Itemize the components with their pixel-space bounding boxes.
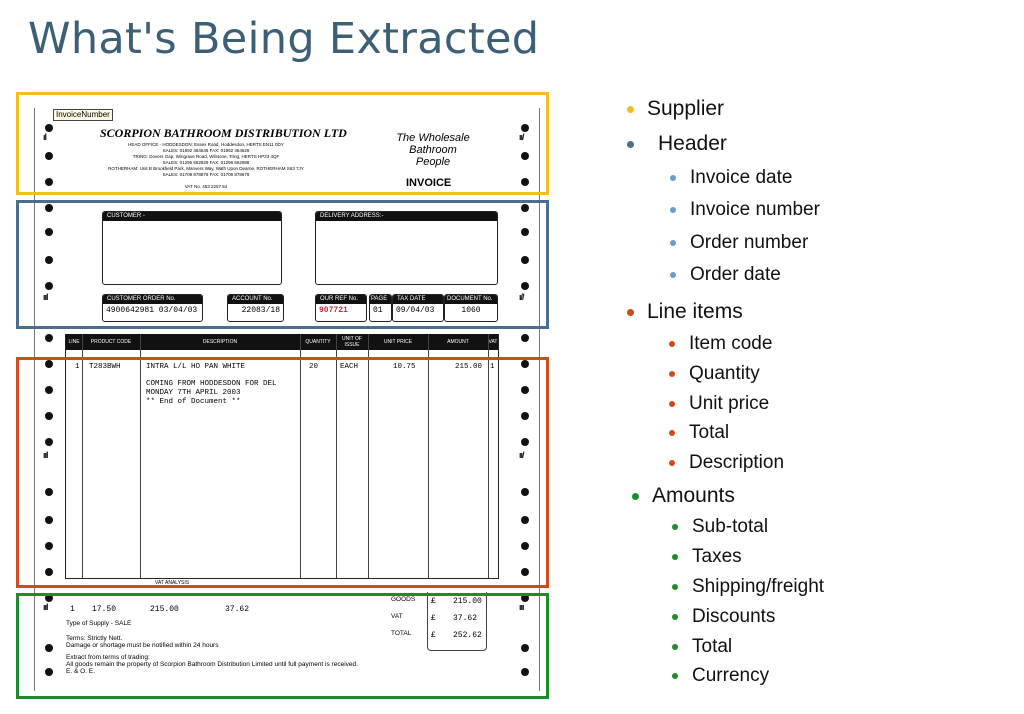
bullet-label: Shipping/freight [692, 576, 825, 597]
slogan-line: The Wholesale [396, 132, 470, 144]
damage-notice: Damage or shortage must be notified within 24 hours [66, 642, 219, 649]
bullet-discounts [692, 606, 775, 628]
column-header: VAT [488, 339, 498, 345]
address-line: SALES: 01992 464646 FAX: 01992 464626 [162, 148, 250, 153]
terms: Terms: Strictly Nett. [66, 635, 123, 642]
customer-order-box [102, 294, 203, 322]
vat-amount: 37.62 [225, 605, 250, 614]
invoice-heading: INVOICE [406, 177, 452, 189]
column-header: UNIT PRICE [383, 339, 413, 345]
address-line: HEAD OFFICE - HODDESDON: Essex Road, Hoddesdon, HERTS EN11 0DY [128, 142, 284, 147]
currency-symbol: £ [431, 597, 436, 606]
wholesale-slogan [388, 132, 478, 168]
vat-label: VAT [391, 613, 403, 620]
note-line: MONDAY 7TH APRIL 2003 [146, 389, 241, 397]
bullet-line-items [647, 300, 743, 324]
our-ref-value: 907721 [319, 306, 348, 315]
line-number: 1 [75, 363, 80, 371]
goods-label: GOODS [391, 596, 416, 603]
page-label: PAGE [370, 295, 391, 304]
vat-analysis-label: VAT ANALYSIS [155, 580, 190, 586]
address-line: SALES: 01709 878876 FAX: 01709 878678 [162, 172, 250, 177]
address-line: SALES: 01296 662829 FAX: 01296 662988 [162, 160, 250, 165]
bullet-label: Invoice number [690, 199, 820, 220]
bullet-label: Total [692, 636, 733, 657]
bullet-label: Header [658, 132, 727, 155]
bullet-label: Invoice date [690, 167, 793, 188]
bullet-label: Taxes [692, 546, 742, 567]
note-line: ** End of Document ** [146, 398, 241, 406]
tractor-holes-left: ıl ııl ııl ııl [43, 108, 55, 691]
vat-goods: 215.00 [150, 605, 179, 614]
bullet-label: Supplier [647, 97, 725, 120]
our-ref-box [315, 294, 367, 322]
vat-rate: 17.50 [92, 605, 117, 614]
bullet-unit-price [689, 393, 769, 415]
bullet-quantity [689, 363, 760, 385]
unit-of-issue: EACH [340, 363, 359, 371]
bullet-label: Item code [689, 333, 773, 354]
invoice-number-tag: InvoiceNumber [53, 109, 113, 121]
unit-price: 10.75 [393, 363, 416, 371]
bullet-taxes [692, 546, 742, 568]
bullet-shipping [692, 576, 824, 598]
bullet-item-code [689, 333, 772, 355]
currency-symbol: £ [431, 614, 436, 623]
bullet-header [658, 132, 727, 156]
line-vat-code: 1 [490, 363, 495, 371]
total-label: TOTAL [391, 630, 412, 637]
delivery-address-label: DELIVERY ADDRESS:- [316, 212, 497, 221]
vat-number: VAT No. 453 2257 54 [184, 184, 228, 189]
customer-order-label: CUSTOMER ORDER No. [103, 295, 202, 304]
our-ref-label: OUR REF No. [316, 295, 366, 304]
bullet-invoice-date [690, 167, 792, 189]
bullet-order-number [690, 232, 808, 254]
customer-box [102, 211, 282, 285]
delivery-address-box [315, 211, 498, 285]
account-box [227, 294, 284, 322]
account-label: ACCOUNT No. [228, 295, 283, 304]
currency-symbol: £ [431, 631, 436, 640]
bullet-order-date [690, 264, 781, 286]
bullet-amount-total [692, 636, 732, 658]
bullet-label: Order date [690, 264, 781, 285]
product-code: T283BWH [89, 363, 121, 371]
slogan-line: People [415, 156, 451, 168]
tax-date-box [392, 294, 444, 322]
document-number-box [444, 294, 498, 322]
bullet-currency [692, 665, 769, 687]
column-header: PRODUCT CODE [90, 339, 132, 345]
vat-total: 37.62 [453, 614, 478, 623]
supply-type: Type of Supply - SALE [66, 620, 132, 627]
bullet-line-total [689, 422, 729, 444]
bullet-label: Total [689, 422, 730, 443]
bullet-label: Order number [690, 232, 809, 253]
extract-title: Extract from terms of trading: [66, 654, 150, 661]
bullet-label: Discounts [692, 606, 776, 627]
bullet-sub-total [692, 516, 768, 538]
column-header: DESCRIPTION [202, 339, 238, 345]
extract-body: All goods remain the property of Scorpion Bathroom Distribution Limited until full payment is received. [66, 661, 358, 668]
note-line: COMING FROM HODDESDON FOR DEL [146, 380, 277, 388]
bullet-label: Line items [647, 300, 743, 323]
page-value: 01 [373, 306, 383, 315]
bullet-label: Currency [692, 665, 770, 686]
document-number-label: DOCUMENT No. [445, 295, 497, 304]
customer-label: CUSTOMER - [103, 212, 281, 221]
page-box [369, 294, 392, 322]
item-description: INTRA L/L HO PAN WHITE [146, 363, 246, 371]
column-header: QUANTITY [305, 339, 331, 345]
column-header: AMOUNT [447, 339, 469, 345]
bullet-invoice-number [690, 199, 820, 221]
address-line: TRING: Dovers Gap, Wingrave Road, Wilstone, Tring, HERTS HP23 4QF [132, 154, 280, 159]
vat-code: 1 [70, 605, 75, 614]
item-quantity: 20 [309, 363, 319, 371]
bullet-label: Sub-total [692, 516, 769, 537]
account-value: 22083/18 [241, 306, 280, 315]
bullet-label: Description [689, 452, 785, 473]
bullet-label: Quantity [689, 363, 760, 384]
column-header: UNIT OF ISSUE [342, 336, 362, 348]
bullet-description [689, 452, 784, 474]
column-header: LINE [68, 339, 80, 345]
goods-total: 215.00 [453, 597, 482, 606]
bullet-supplier [647, 97, 724, 121]
tax-date-value: 09/04/03 [396, 306, 435, 315]
slide-title: What's Being Extracted [28, 14, 540, 64]
table-header [66, 334, 498, 350]
bullet-label: Amounts [652, 484, 735, 507]
tax-date-label: TAX DATE [393, 295, 443, 304]
address-line: ROTHERHAM: Unit B Brookfield Park, Manvers Way, Wath Upon Dearne, ROTHERHAM S63 7JY [108, 166, 304, 171]
grand-total: 252.62 [453, 631, 482, 640]
document-number-value: 1060 [461, 306, 481, 315]
bullet-amounts [652, 484, 735, 508]
bullet-label: Unit price [689, 393, 770, 414]
customer-order-value: 4900642981 03/04/03 [106, 306, 198, 315]
eoe: E. & O. E. [66, 668, 95, 675]
supplier-name: SCORPION BATHROOM DISTRIBUTION LTD [100, 126, 347, 140]
tractor-holes-right: ıı/ ı// ıı/ ııı [519, 108, 531, 691]
line-amount: 215.00 [455, 363, 483, 371]
line-items-table [65, 334, 499, 579]
slogan-line: Bathroom [409, 144, 457, 156]
